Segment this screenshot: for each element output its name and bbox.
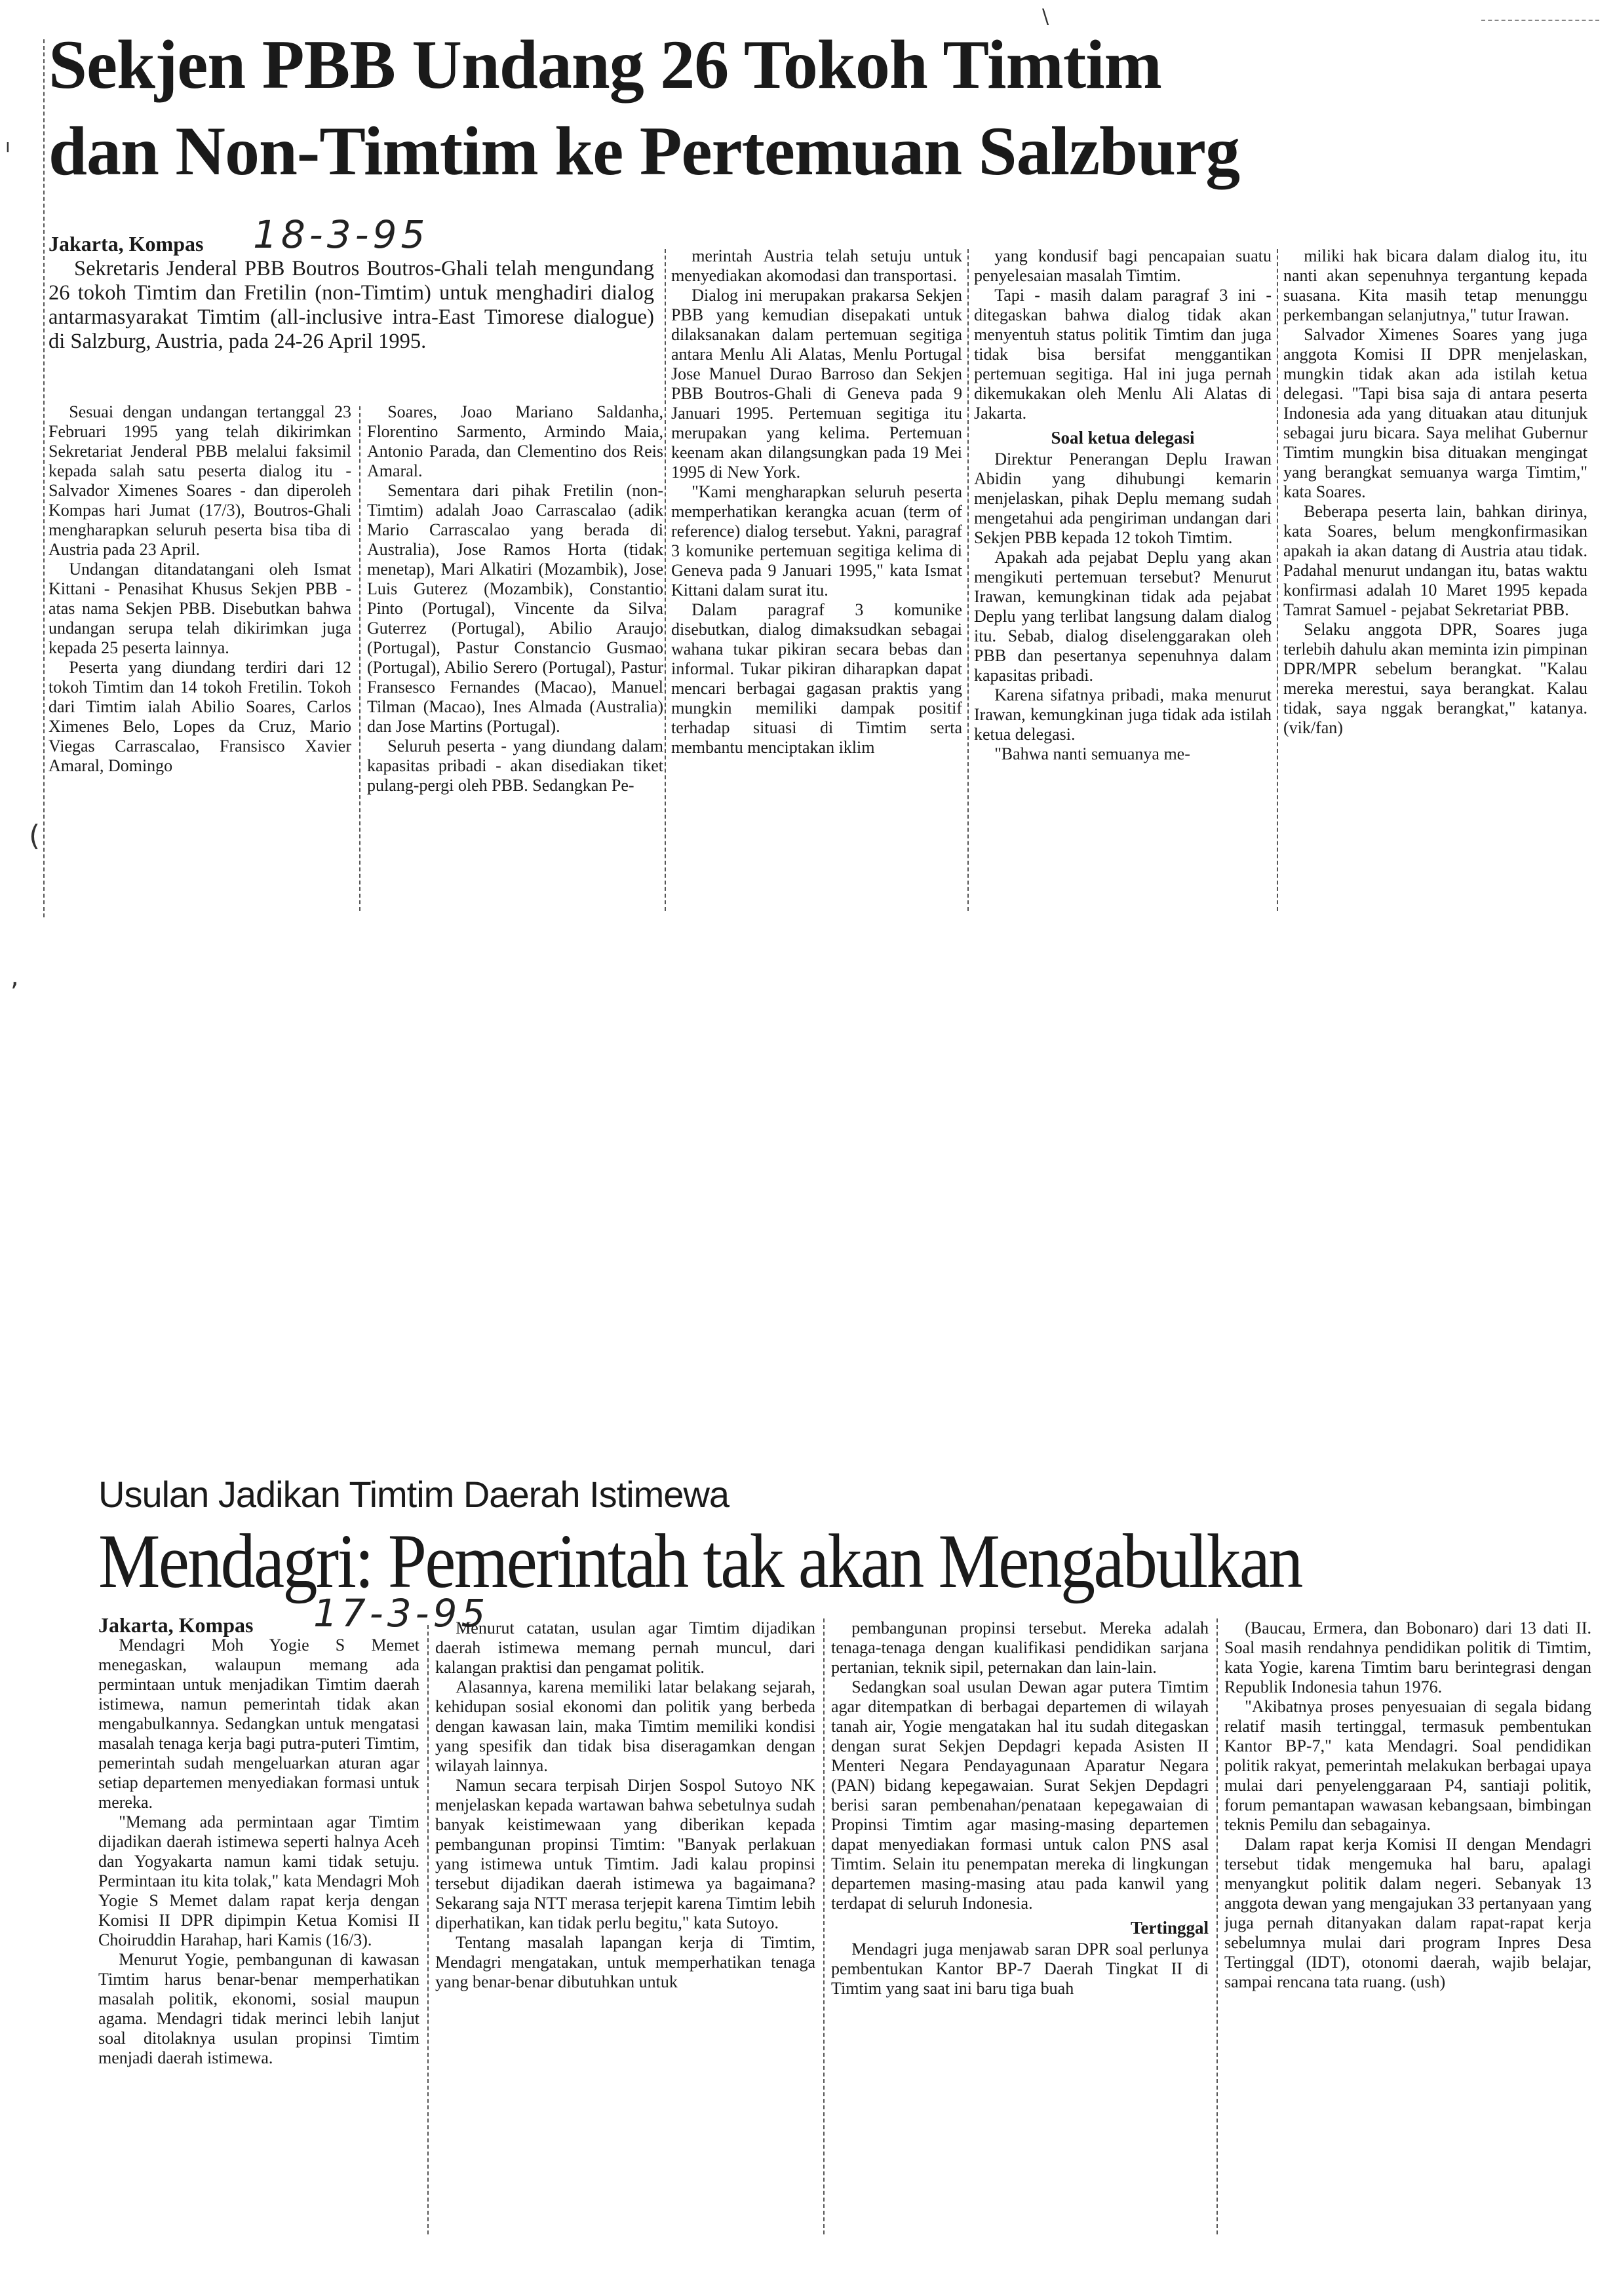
article2-column-4 bbox=[1224, 1618, 1591, 2238]
article2-column-3 bbox=[831, 1618, 1209, 2238]
clipping-edge-top bbox=[1481, 20, 1599, 21]
article1-headline-line2: dan Non-Timtim ke Pertemuan Salzburg bbox=[49, 113, 1240, 189]
scan-artifact: , bbox=[10, 962, 19, 992]
paragraph: Seluruh peserta - yang diundang dalam kapasitas pribadi - akan disediakan tiket pulang-pergi oleh PBB. Sedangkan Pe- bbox=[367, 737, 663, 795]
paragraph: yang kondusif bagi pencapaian suatu penyelesaian masalah Timtim. bbox=[974, 246, 1272, 285]
stray-mark: ı bbox=[5, 135, 10, 157]
paragraph: Beberapa peserta lain, bahkan dirinya, kata Soares, belum mengkonfirmasikan apakah ia akan datang di Austria atau tidak. Padahal menurut undangan itu, batas waktu konfirmasi adalah 10 Maret 1995 kepada Tamrat Samuel - pejabat Sekretariat PBB. bbox=[1283, 502, 1587, 619]
article1-column-4 bbox=[974, 246, 1272, 913]
article1-subheading: Soal ketua delegasi bbox=[1051, 428, 1195, 448]
column-rule bbox=[1216, 1618, 1218, 2234]
paragraph: Mendagri Moh Yogie S Memet menegaskan, walaupun memang ada permintaan untuk menjadikan Timtim daerah istimewa, namun pemerintah tidak akan mengabulkannya. Sedangkan untuk mengatasi masalah tenaga kerja bagi putra-puteri Timtim, pemerintah sudah mengeluarkan aturan agar setiap departemen menyediakan formasi untuk mereka. bbox=[98, 1636, 419, 1812]
paragraph: Namun secara terpisah Dirjen Sospol Sutoyo NK menjelaskan kepada wartawan bahwa sebetulnya sudah banyak keistimewaan yang diberikan kepada pembangunan propinsi Timtim: "Banyak perlakuan yang istimewa untuk Timtim. Jadi kalau propinsi tersebut dijadikan daerah istimewa ya bagaimana? Sekarang saja NTT merasa terjepit karena Timtim lebih diperhatikan, kan tidak perlu begitu," kata Sutoyo. bbox=[435, 1776, 815, 1932]
paragraph: pembangunan propinsi tersebut. Mereka adalah tenaga-tenaga dengan kualifikasi pendidikan sarjana pertanian, teknik sipil, peternakan dan lain-lain. bbox=[831, 1618, 1209, 1677]
article2-column-1 bbox=[98, 1636, 419, 2238]
article1-column-5 bbox=[1283, 246, 1587, 913]
paragraph: Peserta yang diundang terdiri dari 12 tokoh Timtim dan 14 tokoh Fretilin. Tokoh dari Timtim ialah Abilio Soares, Carlos Ximenes Belo, Lopes da Cruz, Mario Viegas Carrascalao, Fransisco Xavier Amaral, Domingo bbox=[49, 658, 351, 775]
clipping-edge-left bbox=[43, 39, 45, 917]
column-rule bbox=[427, 1625, 429, 2234]
column-rule bbox=[823, 1618, 825, 2234]
paragraph: merintah Austria telah setuju untuk menyediakan akomodasi dan transportasi. bbox=[671, 246, 962, 285]
article1-lead-paragraph: Sekretaris Jenderal PBB Boutros Boutros-Ghali telah mengundang 26 tokoh Timtim dan Fretilin (non-Timtim) untuk menghadiri dialog antarmasyarakat Timtim (all-inclusive intra-East Timorese dialogue) di Salzburg, Austria, pada 24-26 April 1995. bbox=[49, 257, 654, 353]
column-rule bbox=[359, 406, 360, 911]
paragraph: Sesuai dengan undangan tertanggal 23 Februari 1995 yang telah dikirimkan Sekretariat Jenderal PBB melalui faksimil kepada salah satu peserta dialog itu - Salvador Ximenes Soares - dan diperoleh Kompas hari Jumat (17/3), Boutros-Ghali mengharapkan seluruh peserta bisa tiba di Austria pada 23 April. bbox=[49, 402, 351, 559]
column-rule bbox=[967, 249, 969, 911]
paragraph: Tentang masalah lapangan kerja di Timtim, Mendagri mengatakan, untuk memperhatikan tenaga yang benar-benar dibutuhkan untuk bbox=[435, 1933, 815, 1991]
paragraph: Soares, Joao Mariano Saldanha, Florentino Sarmento, Armindo Maia, Antonio Parada, dan Clementino dos Reis Amaral. bbox=[367, 402, 663, 480]
article1-handwritten-date: 18-3-95 bbox=[253, 212, 429, 257]
article2-handwritten-date: 17-3-95 bbox=[313, 1591, 490, 1636]
article2-column-2 bbox=[435, 1618, 815, 2238]
paragraph: Dalam rapat kerja Komisi II dengan Mendagri tersebut tidak mengemuka hal baru, apalagi menyangkut politik dalam negeri. Sebanyak 13 anggota dewan yang mengajukan 33 pertanyaan yang juga pernah ditanyakan dalam rapat-rapat kerja sebelumnya mulai dari program Inpres Desa Tertinggal (IDT), otonomi daerah, wajib belajar, sampai rencana tata ruang. (ush) bbox=[1224, 1835, 1591, 1991]
article2-kicker: Usulan Jadikan Timtim Daerah Istimewa bbox=[98, 1474, 730, 1515]
paragraph: Selaku anggota DPR, Soares juga terlebih dahulu akan meminta izin pimpinan DPR/MPR sebelum berangkat. "Kalau mereka merestui, saya berangkat. Kalau tidak, saya nggak berangkat," katanya. (vik/fan) bbox=[1283, 620, 1587, 737]
paragraph: "Kami mengharapkan seluruh peserta memperhatikan kerangka acuan (term of reference) dialog tersebut. Yakni, paragraf 3 komunike pertemuan segitiga kelima di Geneva pada 9 Januari 1995," kata Ismat Kittani dalam surat itu. bbox=[671, 482, 962, 600]
paragraph: "Memang ada permintaan agar Timtim dijadikan daerah istimewa seperti halnya Aceh dan Yogyakarta namun kami tidak setuju. Permintaan itu kita tolak," kata Mendagri Moh Yogie S Memet dalam rapat kerja dengan Komisi II DPR dipimpin Ketua Komisi II Choiruddin Harahap, hari Kamis (16/3). bbox=[98, 1812, 419, 1949]
article2-dateline: Jakarta, Kompas bbox=[98, 1613, 254, 1637]
paragraph: Dialog ini merupakan prakarsa Sekjen PBB yang kemudian disepakati untuk dilaksanakan dalam pertemuan segitiga antara Menlu Ali Alatas, Menlu Portugal Jose Manuel Durao Barroso dan Sekjen PBB Boutros-Ghali di Geneva pada 9 Januari 1995. Pertemuan segitiga itu merupakan yang kelima. Pertemuan keenam akan dilangsungkan pada 19 Mei 1995 di New York. bbox=[671, 286, 962, 482]
column-rule bbox=[665, 249, 666, 911]
stray-mark: \ bbox=[1042, 5, 1049, 28]
paragraph: Menurut catatan, usulan agar Timtim dijadikan daerah istimewa memang pernah muncul, dari kalangan praktisi dan pengamat politik. bbox=[435, 1618, 815, 1677]
scan-artifact: ( bbox=[29, 819, 41, 852]
paragraph: Alasannya, karena memiliki latar belakang sejarah, kehidupan sosial ekonomi dan politik yang berbeda dengan kawasan lain, maka Timtim memiliki kondisi yang spesifik dan tidak bisa diseragamkan dengan wilayah lainnya. bbox=[435, 1677, 815, 1775]
paragraph: (Baucau, Ermera, dan Bobonaro) dari 13 dati II. Soal masih rendahnya pendidikan politik di Timtim, kata Yogie, karena Timtim baru berintegrasi dengan Republik Indonesia tahun 1976. bbox=[1224, 1618, 1591, 1696]
paragraph: Karena sifatnya pribadi, maka menurut Irawan, kemungkinan juga tidak ada istilah ketua delegasi. bbox=[974, 685, 1272, 744]
paragraph: "Bahwa nanti semuanya me- bbox=[994, 744, 1190, 763]
article1-column-3 bbox=[671, 246, 962, 913]
column-rule bbox=[1277, 249, 1278, 911]
paragraph: "Akibatnya proses penyesuaian di segala bidang relatif masih tertinggal, termasuk pembentukan Kantor BP-7," kata Mendagri. Soal pendidikan politik rakyat, pemerintah melakukan berbagai upaya mulai dari penyelenggaraan P4, santiaji politik, forum pemantapan wawasan kebangsaan, bimbingan teknis Pemilu dan sebagainya. bbox=[1224, 1697, 1591, 1834]
paragraph: Salvador Ximenes Soares yang juga anggota Komisi II DPR menjelaskan, mungkin tidak akan ada istilah ketua delegasi. "Tapi bisa saja di antara peserta Indonesia ada yang dituakan atau ditunjuk sebagai juru bicara. Saya melihat Gubernur Timtim mungkin bisa dituakan mengingat yang berangkat semuanya warga Timtim," kata Soares. bbox=[1283, 325, 1587, 501]
paragraph: Dalam paragraf 3 komunike disebutkan, dialog dimaksudkan sebagai wahana tukar pikiran secara bebas dan informal. Tukar pikiran diharapkan dapat mencari berbagai gagasan praktis yang mungkin memiliki dampak positif terhadap situasi di Timtim serta membantu menciptakan iklim bbox=[671, 600, 962, 757]
paragraph: Sementara dari pihak Fretilin (non-Timtim) adalah Joao Carrascalao (adik Mario Carrascalao yang berada di Australia), Jose Ramos Horta (tidak menetap), Mari Alkatiri (Mozambik), Jose Luis Guterez (Mozambik), Constantio Pinto (Portugal), Vincente da Silva Guterrez (Portugal), Abilio Araujo (Portugal), Pastur Constancio Gusmao (Portugal), Abilio Serero (Portugal), Pastur Fransesco Fernandes (Macao), Manuel Tilman (Macao), Ines Almada (Australia) dan Jose Martins (Portugal). bbox=[367, 481, 663, 736]
article1-lead bbox=[49, 257, 654, 354]
paragraph: Undangan ditandatangani oleh Ismat Kittani - Penasihat Khusus Sekjen PBB - atas nama Sekjen PBB. Disebutkan bahwa undangan serupa telah dikirimkan juga kepada 25 peserta lainnya. bbox=[49, 560, 351, 657]
article2-headline: Mendagri: Pemerintah tak akan Mengabulkan bbox=[98, 1518, 1302, 1604]
article1-column-1 bbox=[49, 402, 351, 913]
article1-headline-line1: Sekjen PBB Undang 26 Tokoh Timtim bbox=[49, 26, 1161, 103]
paragraph: Tapi - masih dalam paragraf 3 ini - ditegaskan bahwa dialog tidak akan menyentuh status politik Timtim dan juga tidak bisa bersifat menggantikan pertemuan segitiga. Hal ini juga pernah dikemukakan oleh Menlu Ali Alatas di Jakarta. bbox=[974, 286, 1272, 423]
paragraph: Mendagri juga menjawab saran DPR soal perlunya pembentukan Kantor BP-7 Daerah Tingkat II di Timtim yang saat ini baru tiga buah bbox=[831, 1940, 1209, 1998]
paragraph: miliki hak bicara dalam dialog itu, itu nanti akan sepenuhnya tergantung kepada suasana. Kita masih tetap menunggu perkembangan selanjutnya," tutur Irawan. bbox=[1283, 246, 1587, 324]
article1-column-2 bbox=[367, 402, 663, 913]
article2-subheading: Tertinggal bbox=[1130, 1918, 1209, 1938]
paragraph: Menurut Yogie, pembangunan di kawasan Timtim harus benar-benar memperhatikan masalah politik, ekonomi, sosial maupun agama. Mendagri tidak merinci lebih lanjut soal ditolaknya usulan propinsi Timtim menjadi daerah istimewa. bbox=[98, 1950, 419, 2067]
paragraph: Apakah ada pejabat Deplu yang akan mengikuti pertemuan tersebut? Menurut Irawan, kemungkinan tidak ada pejabat Deplu yang terlibat langsung dalam dialog itu. Sebab, dialog diselenggarakan oleh PBB dan pesertanya sepenuhnya dalam kapasitas pribadi. bbox=[974, 548, 1272, 685]
paragraph: Direktur Penerangan Deplu Irawan Abidin yang dihubungi kemarin menjelaskan, pihak Deplu memang sudah mengetahui ada pengiriman undangan dari Sekjen PBB kepada 12 tokoh Timtim. bbox=[974, 450, 1272, 547]
paragraph: Sedangkan soal usulan Dewan agar putera Timtim agar ditempatkan di berbagai departemen di wilayah tanah air, Yogie mengatakan hal itu sudah ditegaskan dengan surat Sekjen Depdagri kepada Asisten II Menteri Negara Pendayagunaan Aparatur Negara (PAN) bidang kepegawaian. Surat Sekjen Depdagri berisi saran pembenahan/penataan kepegawaian di Propinsi Timtim agar masing-masing departemen dapat menyediakan formasi untuk calon PNS asal Timtim. Selain itu penempatan mereka di lingkungan departemen masing-masing atau pada kanwil yang terdapat di seluruh Indonesia. bbox=[831, 1677, 1209, 1913]
article1-dateline: Jakarta, Kompas bbox=[49, 232, 204, 256]
